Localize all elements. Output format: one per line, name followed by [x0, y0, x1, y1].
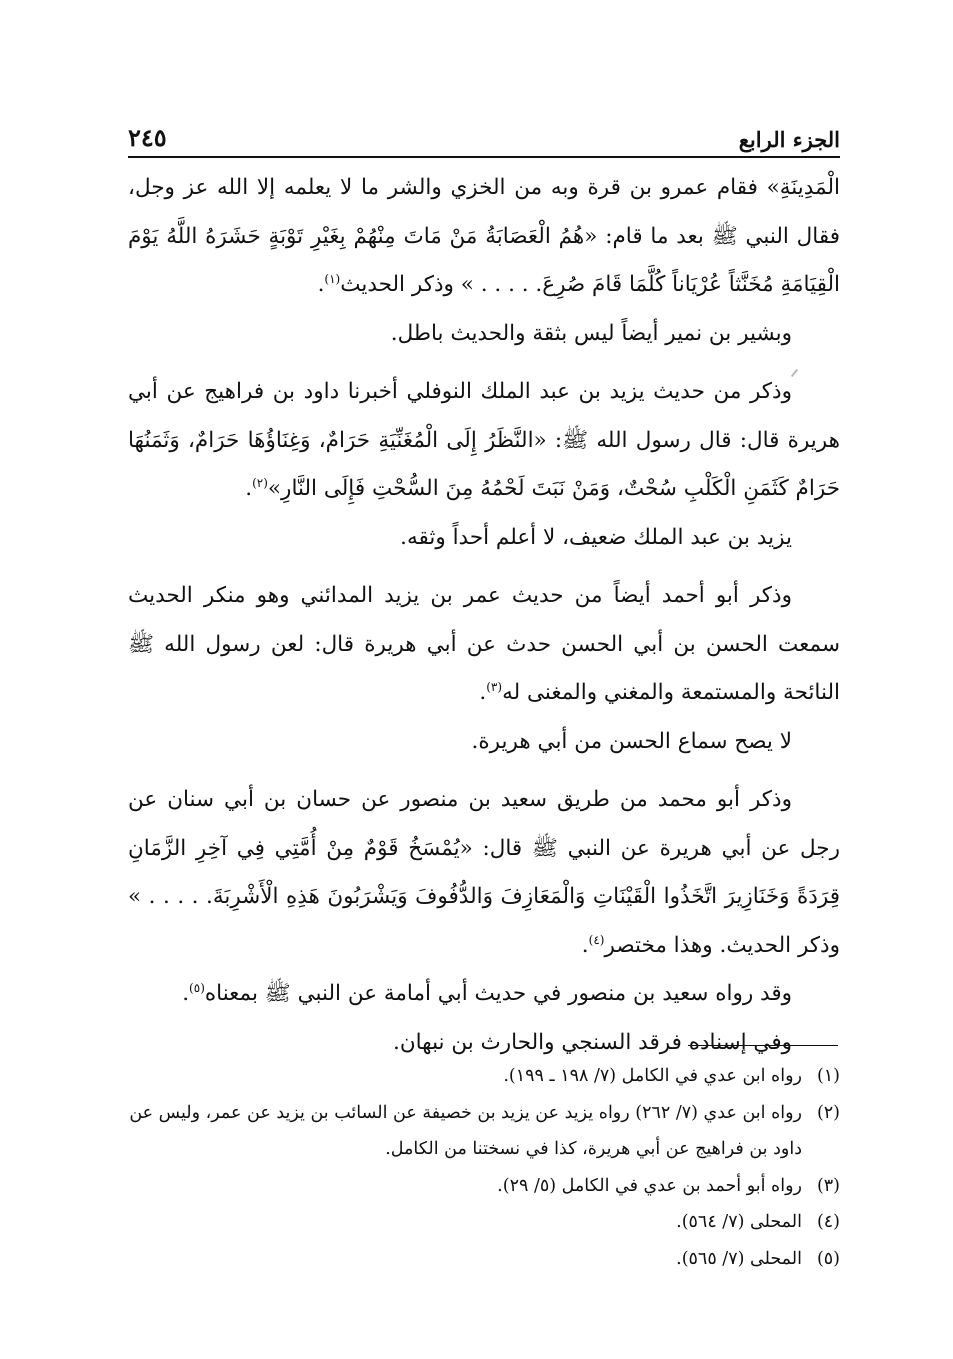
footnote	[128, 1241, 840, 1278]
footnote-number: (٣)	[816, 1175, 840, 1196]
paragraph-text: وقد رواه سعيد بن منصور في حديث أبي أمامة عن النبي ﷺ بمعناه	[204, 981, 792, 1006]
paragraph-text: الْمَدِينَةِ» فقام عمرو بن قرة وبه من الخزي والشر ما لا يعلمه إلا الله عز وجل، فقال النبي ﷺ بعد ما قام: «هُمُ الْعَصَابَةُ مَنْ مَاتَ مِنْهُمْ بِغَيْرِ تَوْبَةٍ حَشَرَهُ اللَّهُ يَوْمَ الْقِيَامَةِ مُخَنَّثاً عُرْيَاناً كُلَّمَا قَامَ صُرِعَ. . . . . » وذكر الحديث	[128, 175, 840, 297]
footnote-text: رواه ابن عدي (٧/ ٢٦٢) رواه يزيد عن يزيد بن خصيفة عن السائب بن يزيد عن عمر، وليس عن داود بن فراهيج عن أبي هريرة، كذا في نسختنا من الكامل.	[129, 1102, 802, 1159]
paragraph: وبشير بن نمير أيضاً ليس بثقة والحديث باطل.	[390, 320, 792, 346]
paragraph-text: وذكر أبو محمد من طريق سعيد بن منصور عن حسان بن أبي سنان عن رجل عن أبي هريرة عن النبي ﷺ قال: «يُمْسَخُ قَوْمٌ مِنْ أُمَّتِي فِي آخِرِ الزَّمَانِ قِرَدَةً وَخَنَازِيرَ اتَّخَذُوا الْقَيْنَاتِ وَالْمَعَازِفَ وَالدُّفُوفَ وَيَشْرَبُونَ هَذِهِ الْأَشْرِبَةَ. . . . . » وذكر الحديث. وهذا مختصر	[128, 787, 840, 958]
footnote-text: رواه ابن عدي في الكامل (٧/ ١٩٨ ـ ١٩٩).	[503, 1066, 802, 1086]
paragraph-end: .	[182, 981, 190, 1006]
paragraph	[128, 776, 840, 970]
footnote-text: رواه أبو أحمد بن عدي في الكامل (٥/ ٢٩).	[497, 1175, 802, 1196]
footnote-number: (٢)	[816, 1102, 840, 1123]
footnote-ref: (٥)	[189, 980, 205, 995]
page-header	[128, 112, 840, 152]
footnote-ref: (٤)	[588, 932, 605, 947]
paragraph-end: .	[245, 476, 253, 501]
paragraph-end: .	[479, 680, 487, 705]
footnote	[128, 1095, 840, 1168]
paragraph	[128, 164, 840, 310]
footnote	[128, 1058, 840, 1095]
footnote-number: (٤)	[816, 1212, 840, 1232]
paragraph-end: .	[317, 272, 325, 297]
page-number: ٢٤٥	[128, 123, 167, 152]
paragraph: يزيد بن عبد الملك ضعيف، لا أعلم أحداً وثقه.	[400, 524, 792, 550]
running-head: الجزء الرابع	[738, 127, 840, 152]
paragraph-text: وذكر من حديث يزيد بن عبد الملك النوفلي أخبرنا داود بن فراهيج عن أبي هريرة قال: قال رسول الله ﷺ: «النَّظَرُ إِلَى الْمُغَنِّيَةِ حَرَامٌ، وَغِنَاؤُهَا حَرَامٌ، وَثَمَنُهَا حَرَامٌ كَثَمَنِ الْكَلْبِ سُحْتٌ، وَمَنْ نَبَتَ لَحْمُهُ مِنَ السُّحْتِ فَإِلَى النَّارِ»	[128, 379, 840, 501]
footnotes	[128, 1058, 840, 1277]
footnote	[128, 1168, 840, 1205]
paragraph	[128, 572, 840, 718]
footnote-ref: (١)	[324, 271, 341, 286]
footnote-number: (١)	[816, 1066, 840, 1086]
footnote-text: المحلى (٧/ ٥٦٤).	[676, 1212, 802, 1232]
main-text	[128, 164, 840, 1067]
footnote	[128, 1204, 840, 1241]
paragraph-end: .	[581, 932, 589, 958]
header-rule	[128, 156, 840, 158]
footnote-ref: (٣)	[486, 679, 503, 694]
footnote-ref: (٢)	[252, 475, 268, 490]
paragraph	[128, 368, 840, 514]
paragraph: لا يصح سماع الحسن من أبي هريرة.	[471, 728, 792, 754]
footnote-separator	[688, 1045, 838, 1046]
paragraph-text: وذكر أبو أحمد أيضاً من حديث عمر بن يزيد المدائني وهو منكر الحديث سمعت الحسن بن أبي الحسن حدث عن أبي هريرة قال: لعن رسول الله ﷺ النائحة والمستمعة والمغني والمغنى له	[128, 583, 840, 705]
paragraph: وفي إسناده فرقد السنجي والحارث بن نبهان.	[392, 1029, 792, 1055]
paragraph	[128, 970, 840, 1019]
footnote-number: (٥)	[816, 1248, 840, 1269]
footnote-text: المحلى (٧/ ٥٦٥).	[676, 1248, 802, 1269]
